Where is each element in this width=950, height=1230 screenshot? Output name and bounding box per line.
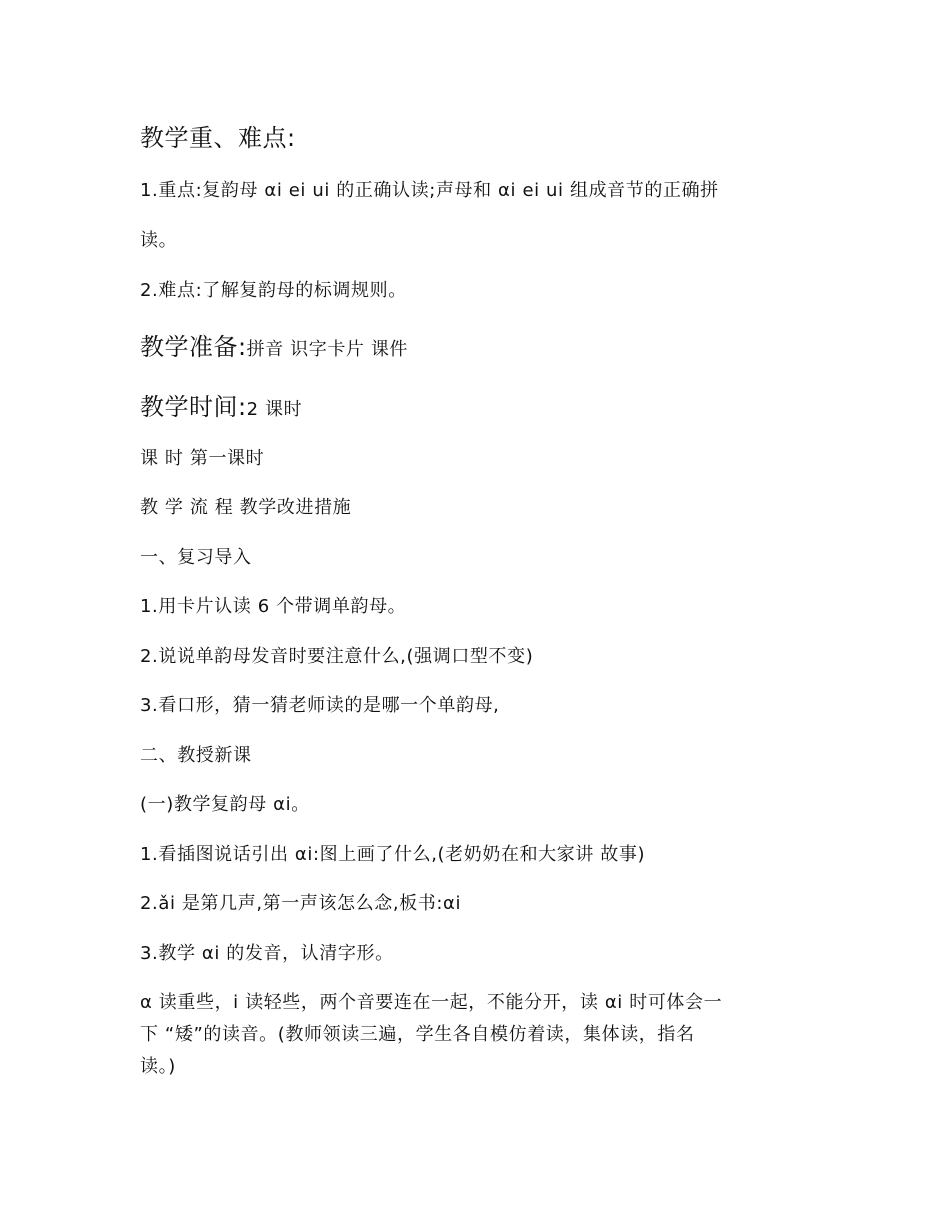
teaching-time: [140, 395, 810, 419]
sub-item-2: 2.ǎi 是第几声,第一声该怎么念,板书:αi: [140, 893, 462, 914]
section1-item-3: 3.看口形，猜一猜老师读的是哪一个单韵母,: [140, 695, 500, 716]
section1-item-1: 1.用卡片认读 6 个带调单韵母。: [140, 596, 407, 617]
time-value: 2 课时: [246, 399, 303, 420]
section1-item-2: 2.说说单韵母发音时要注意什么,(强调口型不变): [140, 646, 534, 667]
sub-item-3: 3.教学 αi 的发音，认清字形。: [140, 943, 394, 964]
explanation-paragraph: [140, 987, 800, 1083]
subsection1-title: (一)教学复韵母 αi。: [140, 794, 310, 815]
teaching-prep: [140, 335, 810, 359]
explanation-line-2: 下 “矮”的读音。(教师领读三遍，学生各自模仿着读，集体读，指名: [140, 1024, 695, 1045]
prep-value: 拼音 识字卡片 课件: [246, 339, 409, 360]
key-point-line-2: 读。: [140, 230, 178, 251]
explanation-line-3: 读。): [140, 1056, 176, 1077]
explanation-line-1: α 读重些，i 读轻些，两个音要连在一起，不能分开，读 αi 时可体会一: [140, 992, 723, 1013]
lesson-period: 课 时 第一课时: [140, 448, 265, 469]
prep-label: 教学准备:: [140, 333, 247, 361]
sub-item-1: 1.看插图说话引出 αi:图上画了什么,(老奶奶在和大家讲 故事): [140, 844, 646, 865]
key-point-line-1: 1.重点:复韵母 αi ei ui 的正确认读;声母和 αi ei ui 组成音节的正确拼: [140, 180, 719, 201]
heading-difficulty: 教学重、难点:: [140, 124, 296, 152]
process-header: 教 学 流 程 教学改进措施: [140, 497, 352, 518]
section2-title: 二、教授新课: [140, 745, 252, 766]
section1-title: 一、复习导入: [140, 547, 252, 568]
time-label: 教学时间:: [140, 393, 247, 421]
difficult-point: 2.难点:了解复韵母的标调规则。: [140, 280, 407, 301]
